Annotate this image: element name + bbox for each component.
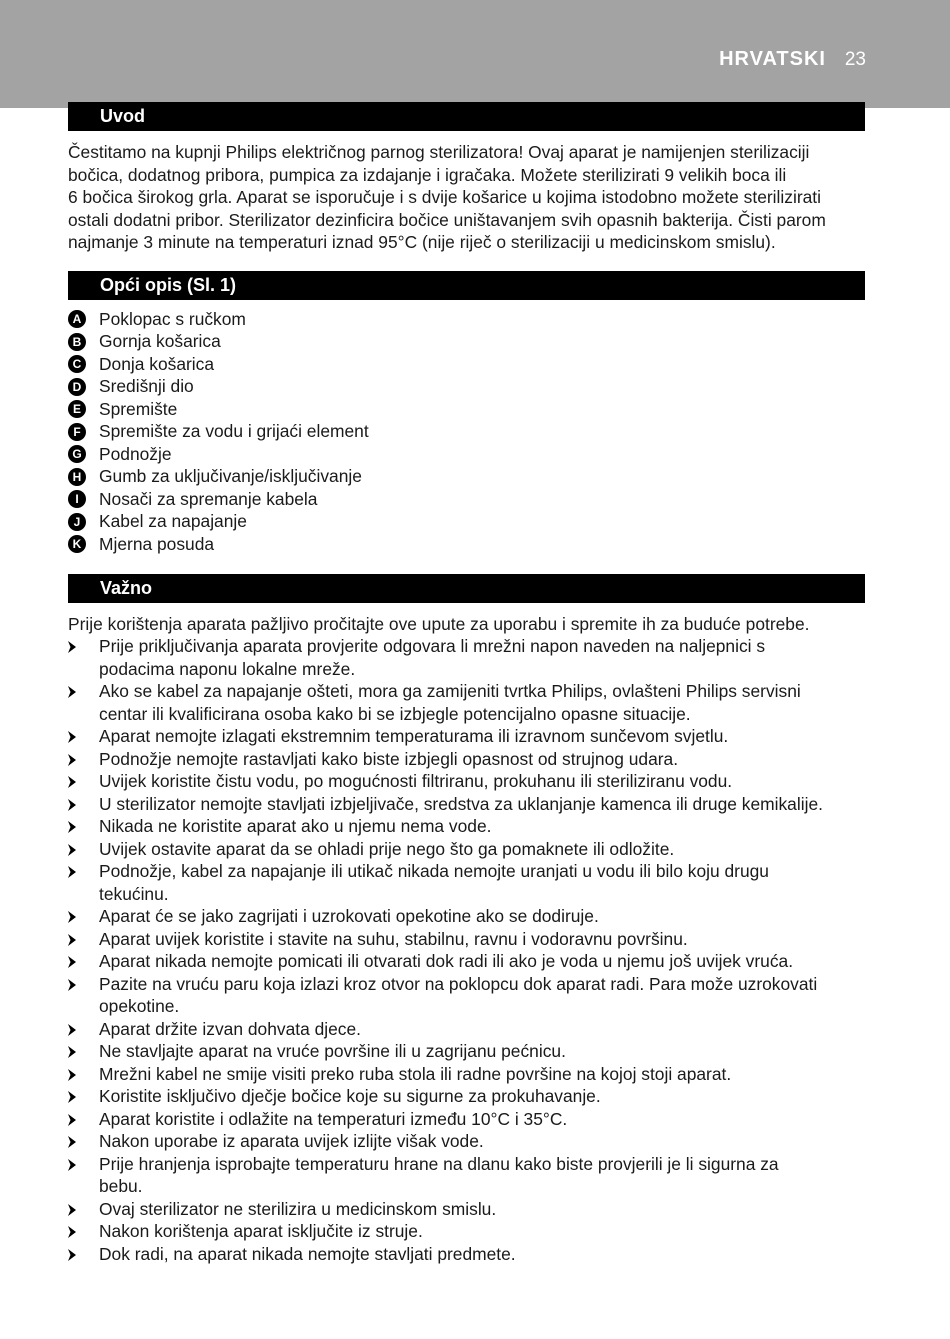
- triangle-bullet-icon: [68, 821, 76, 833]
- safety-bullet-text: Uvijek koristite čistu vodu, po mogućnosti filtriranu, prokuhanu ili steriliziranu vodu.: [99, 771, 733, 791]
- part-label: Spremište: [99, 398, 178, 419]
- page-number: 23: [844, 49, 866, 70]
- part-letter-badge: I: [68, 490, 86, 508]
- safety-bullet-item: [68, 1153, 868, 1198]
- triangle-bullet-icon: [68, 754, 76, 766]
- triangle-bullet-icon: [68, 731, 76, 743]
- safety-bullet-text: Aparat držite izvan dohvata djece.: [99, 1018, 361, 1039]
- safety-bullet-text: Aparat koristite i odlažite na temperaturi između 10°C i 35°C.: [99, 1108, 568, 1129]
- triangle-bullet-icon: [68, 1136, 76, 1148]
- safety-bullet-text: Ako se kabel za napajanje ošteti, mora ga zamijeniti tvrtka Philips, ovlašteni Philips servisni: [99, 681, 801, 701]
- part-letter-badge: E: [68, 400, 86, 418]
- part-label: Mjerna posuda: [99, 533, 215, 554]
- safety-bullet-item: [68, 770, 868, 793]
- part-label: Podnožje: [99, 443, 172, 464]
- safety-bullet-text: Podnožje nemojte rastavljati kako biste izbjegli opasnost od strujnog udara.: [99, 748, 679, 769]
- safety-bullet-text: opekotine.: [99, 996, 180, 1016]
- safety-bullet-item: [68, 1063, 868, 1086]
- safety-bullet-text: Ne stavljajte aparat na vruće površine ili u zagrijanu pećnicu.: [99, 1041, 566, 1061]
- safety-bullet-item: [68, 793, 868, 816]
- part-item: [68, 443, 568, 466]
- part-label: Donja košarica: [99, 353, 215, 374]
- safety-bullet-list: [68, 635, 868, 1265]
- part-item: [68, 511, 568, 534]
- triangle-bullet-icon: [68, 911, 76, 923]
- safety-bullet-item: [68, 860, 868, 905]
- safety-bullet-text: U sterilizator nemojte stavljati izbjeljivače, sredstva za uklanjanje kamenca ili druge kemikalije.: [99, 793, 823, 814]
- page-header-band: [0, 0, 950, 108]
- triangle-bullet-icon: [68, 844, 76, 856]
- safety-bullet-text: Aparat nikada nemojte pomicati ili otvarati dok radi ili ako je voda u njemu još uvijek vruća.: [99, 951, 794, 971]
- triangle-bullet-icon: [68, 1159, 76, 1171]
- triangle-bullet-icon: [68, 799, 76, 811]
- safety-bullet-text: Prije hranjenja isprobajte temperaturu hrane na dlanu kako biste provjerili je li sigurna za: [99, 1153, 779, 1174]
- part-item: [68, 398, 568, 421]
- safety-bullet-item: [68, 1198, 868, 1221]
- part-letter-badge: B: [68, 333, 86, 351]
- intro-paragraph: [68, 141, 868, 254]
- part-letter-badge: G: [68, 445, 86, 463]
- parts-list: [68, 308, 568, 556]
- safety-bullet-text: Aparat uvijek koristite i stavite na suhu, stabilnu, ravnu i vodoravnu površinu.: [99, 928, 688, 949]
- part-item: [68, 331, 568, 354]
- triangle-bullet-icon: [68, 934, 76, 946]
- safety-bullet-item: [68, 1108, 868, 1131]
- part-letter-badge: J: [68, 513, 86, 531]
- safety-bullet-text: tekućinu.: [99, 883, 169, 904]
- part-letter-badge: A: [68, 310, 86, 328]
- safety-bullet-text: Nakon uporabe iz aparata uvijek izlijte višak vode.: [99, 1131, 484, 1151]
- important-intro-text: Prije korištenja aparata pažljivo pročitajte ove upute za uporabu i spremite ih za buduće potrebe.: [68, 614, 810, 634]
- safety-bullet-text: centar ili kvalificirana osoba kako bi se izbjegle potencijalno opasne situacije.: [99, 703, 691, 724]
- triangle-bullet-icon: [68, 979, 76, 991]
- triangle-bullet-icon: [68, 776, 76, 788]
- safety-bullet-item: [68, 635, 868, 680]
- part-label: Gumb za uključivanje/isključivanje: [99, 466, 362, 487]
- safety-bullet-item: [68, 1040, 868, 1063]
- intro-line: 6 bočica širokog grla. Aparat se isporučuje i s dvije košarice u kojima istodobno možete sterilizirati: [68, 187, 821, 207]
- safety-bullet-text: Prije priključivanja aparata provjerite odgovara li mrežni napon naveden na naljepnici s: [99, 636, 766, 656]
- safety-bullet-text: Pazite na vruću paru koja izlazi kroz otvor na poklopcu dok aparat radi. Para može uzrokovati: [99, 973, 818, 994]
- safety-bullet-text: Ovaj sterilizator ne sterilizira u medicinskom smislu.: [99, 1198, 497, 1219]
- part-label: Poklopac s ručkom: [99, 308, 246, 329]
- part-label: Spremište za vodu i grijaći element: [99, 421, 369, 442]
- part-item: [68, 488, 568, 511]
- part-letter-badge: D: [68, 378, 86, 396]
- safety-bullet-item: [68, 815, 868, 838]
- safety-bullet-item: [68, 1220, 868, 1243]
- safety-bullet-item: [68, 725, 868, 748]
- triangle-bullet-icon: [68, 956, 76, 968]
- safety-bullet-text: Podnožje, kabel za napajanje ili utikač nikada nemojte uranjati u vodu ili bilo koju drugu: [99, 861, 769, 881]
- triangle-bullet-icon: [68, 1249, 76, 1261]
- triangle-bullet-icon: [68, 1069, 76, 1081]
- safety-bullet-item: [68, 1243, 868, 1266]
- safety-bullet-item: [68, 1085, 868, 1108]
- triangle-bullet-icon: [68, 866, 76, 878]
- safety-bullet-item: [68, 1130, 868, 1153]
- section-heading-intro: Uvod: [68, 102, 865, 131]
- safety-bullet-item: [68, 1018, 868, 1041]
- safety-bullet-text: Mrežni kabel ne smije visiti preko ruba stola ili radne površine na kojoj stoji aparat.: [99, 1063, 732, 1084]
- intro-line: Čestitamo na kupnji Philips električnog parnog sterilizatora! Ovaj aparat je namijenjen sterilizaciji: [68, 142, 810, 162]
- triangle-bullet-icon: [68, 1091, 76, 1103]
- triangle-bullet-icon: [68, 1204, 76, 1216]
- safety-bullet-text: Aparat nemojte izlagati ekstremnim temperaturama ili izravnom sunčevom svjetlu.: [99, 726, 729, 746]
- language-label: HRVATSKI: [719, 48, 826, 70]
- part-label: Gornja košarica: [99, 331, 221, 352]
- safety-bullet-text: podacima naponu lokalne mreže.: [99, 658, 356, 679]
- safety-bullet-item: [68, 748, 868, 771]
- part-label: Kabel za napajanje: [99, 511, 247, 532]
- part-item: [68, 533, 568, 556]
- safety-bullet-item: [68, 838, 868, 861]
- part-letter-badge: F: [68, 423, 86, 441]
- safety-bullet-text: Nakon korištenja aparat isključite iz struje.: [99, 1221, 423, 1241]
- safety-bullet-item: [68, 973, 868, 1018]
- safety-bullet-text: Aparat će se jako zagrijati i uzrokovati opekotine ako se dodiruje.: [99, 906, 599, 926]
- part-item: [68, 376, 568, 399]
- safety-bullet-item: [68, 905, 868, 928]
- triangle-bullet-icon: [68, 1226, 76, 1238]
- safety-bullet-text: Uvijek ostavite aparat da se ohladi prije nego što ga pomaknete ili odložite.: [99, 838, 675, 859]
- part-label: Središnji dio: [99, 376, 194, 397]
- section-heading-description: Opći opis (Sl. 1): [68, 271, 865, 300]
- part-item: [68, 308, 568, 331]
- section-heading-important: Važno: [68, 574, 865, 603]
- safety-bullet-item: [68, 680, 868, 725]
- safety-bullet-text: Dok radi, na aparat nikada nemojte stavljati predmete.: [99, 1243, 516, 1264]
- safety-bullet-text: bebu.: [99, 1176, 143, 1196]
- intro-line: ostali dodatni pribor. Sterilizator dezinficira bočice uništavanjem svih opasnih bakterija. Čisti parom: [68, 209, 826, 230]
- triangle-bullet-icon: [68, 1114, 76, 1126]
- triangle-bullet-icon: [68, 641, 76, 653]
- safety-bullet-text: Koristite isključivo dječje bočice koje su sigurne za prokuhavanje.: [99, 1086, 601, 1106]
- intro-line: bočica, dodatnog pribora, pumpica za izdajanje i igračaka. Možete sterilizirati 9 velikih boca ili: [68, 164, 787, 185]
- intro-line: najmanje 3 minute na temperaturi iznad 95°C (nije riječ o sterilizaciji u medicinskom smislu).: [68, 232, 776, 252]
- important-intro: [68, 613, 868, 636]
- part-letter-badge: C: [68, 355, 86, 373]
- part-item: [68, 421, 568, 444]
- safety-bullet-text: Nikada ne koristite aparat ako u njemu nema vode.: [99, 816, 492, 836]
- part-item: [68, 353, 568, 376]
- part-label: Nosači za spremanje kabela: [99, 488, 318, 509]
- triangle-bullet-icon: [68, 1046, 76, 1058]
- triangle-bullet-icon: [68, 686, 76, 698]
- part-letter-badge: H: [68, 468, 86, 486]
- triangle-bullet-icon: [68, 1024, 76, 1036]
- part-letter-badge: K: [68, 535, 86, 553]
- part-item: [68, 466, 568, 489]
- safety-bullet-item: [68, 928, 868, 951]
- safety-bullet-item: [68, 950, 868, 973]
